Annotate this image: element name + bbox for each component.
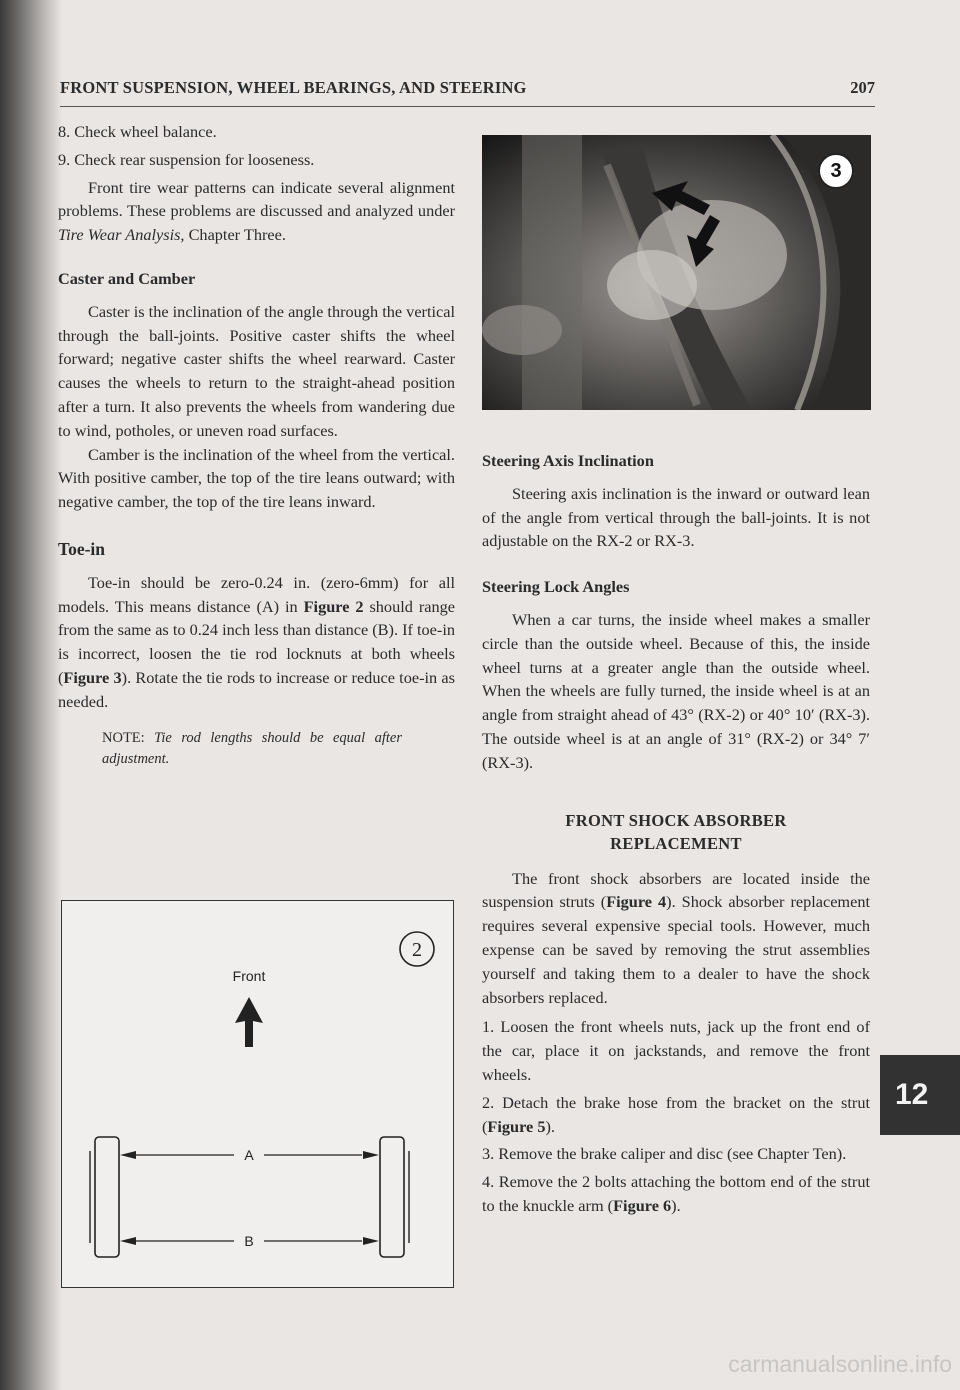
paragraph-caster: Caster is the inclination of the angle through the vertical through the ball-joints. Positive caster shifts the wheel forward; negative caster shifts the wheel rearward. Caster causes the wheels to return to the straight-ahead position after a turn. It also prevents the wheels from wandering due to wind, potholes, or uneven road surfaces. [58,301,455,440]
note: NOTE: Tie rod lengths should be equal after adjustment. [102,729,402,767]
heading-toe-in: Toe-in [58,538,106,559]
page-header [60,76,875,107]
chapter-reference: Tire Wear Analysis, [58,225,185,245]
book-binding-shadow [0,0,62,1390]
figure-reference: Figure 3 [63,667,122,687]
arrowhead-icon [120,1237,136,1245]
figure-number: 2 [412,939,422,961]
heading-caster-camber: Caster and Camber [58,268,196,288]
step-4: 4. Remove the 2 bolts attaching the bottom end of the strut to the knuckle arm (Figure 6). [482,1172,870,1215]
right-wheel [380,1137,404,1257]
paragraph-shock: The front shock absorbers are located inside the suspension struts (Figure 4). Shock absorber replacement requires several expensive special tools. However, much expense can be saved by removing the strut assemblies yourself and taking them to a dealer to have the shock absorbers replaced. [482,868,870,1007]
section-heading: FRONT SHOCK ABSORBER REPLACEMENT [565,810,787,853]
label-b: B [244,1233,254,1249]
figure-2-toe-diagram [61,900,454,1288]
step-1: 1. Loosen the front wheels nuts, jack up the front end of the car, place it on jackstands, and remove the front wheels. [482,1017,870,1084]
figure-reference: Figure 2 [303,596,364,616]
tie-rod-photo [482,135,871,410]
paragraph-steering-axis: Steering axis inclination is the inward or outward lean of the angle from vertical through the ball-joints. It is not adjustable on the RX-2 or RX-3. [482,483,870,551]
figure-reference: Figure 5 [487,1116,546,1136]
figure-reference: Figure 4 [606,892,667,912]
watermark: carmanualsonline.info [728,1351,952,1377]
paragraph-toe-in: Toe-in should be zero-0.24 in. (zero-6mm) for all models. This means distance (A) in Figure 2 should range from the same as to 0.24 inch less than distance (B). If toe-in is incorrect, loosen the tie rod locknuts at both wheels (Figure 3). Rotate the tie rods to increase or reduce toe-in as needed. [58,572,455,711]
paragraph-intro: Front tire wear patterns can indicate several alignment problems. These problems are discussed and analyzed under Tire Wear Analysis, Chapter Three. [58,177,455,245]
paragraph-camber: Camber is the inclination of the wheel from the vertical. With positive camber, the top of the tire leans outward; with negative camber, the top of the tire leans inward. [58,444,455,512]
front-arrow-icon [235,997,263,1047]
figure-reference: Figure 6 [613,1195,672,1215]
arrowhead-icon [120,1151,136,1159]
heading-steering-lock: Steering Lock Angles [482,577,630,597]
label-a: A [244,1147,254,1163]
step-2: 2. Detach the brake hose from the bracket on the strut (Figure 5). [482,1092,870,1136]
arrowhead-icon [363,1151,379,1159]
figure-number-badge: 3 [818,153,854,189]
step-3: 3. Remove the brake caliper and disc (see Chapter Ten). [482,1144,847,1164]
front-label: Front [232,968,266,984]
list-item: 8. Check wheel balance. [58,122,217,141]
right-column [482,445,870,1222]
list-item: 9. Check rear suspension for looseness. [58,149,315,169]
figure-3-photo [482,135,871,410]
running-title: FRONT SUSPENSION, WHEEL BEARINGS, AND STEERING [60,78,527,97]
heading-steering-axis: Steering Axis Inclination [482,451,654,470]
arrowhead-icon [363,1237,379,1245]
paragraph-steering-lock: When a car turns, the inside wheel makes a smaller circle than the outside wheel. Because of this, the inside wheel turns at a greater angle than the outside wheel. When the wheels are fully turned, the inside wheel is at an angle from straight ahead of 43° (RX-2) or 40° 10′ (RX-3). The outside wheel is at an angle of 31° (RX-2) or 34° 7′ (RX-3). [482,609,870,772]
left-wheel [95,1137,119,1257]
toe-in-diagram [62,901,453,1287]
chapter-thumb-tab: 12 [880,1055,960,1135]
left-column [58,120,455,770]
page-number: 207 [850,78,875,97]
